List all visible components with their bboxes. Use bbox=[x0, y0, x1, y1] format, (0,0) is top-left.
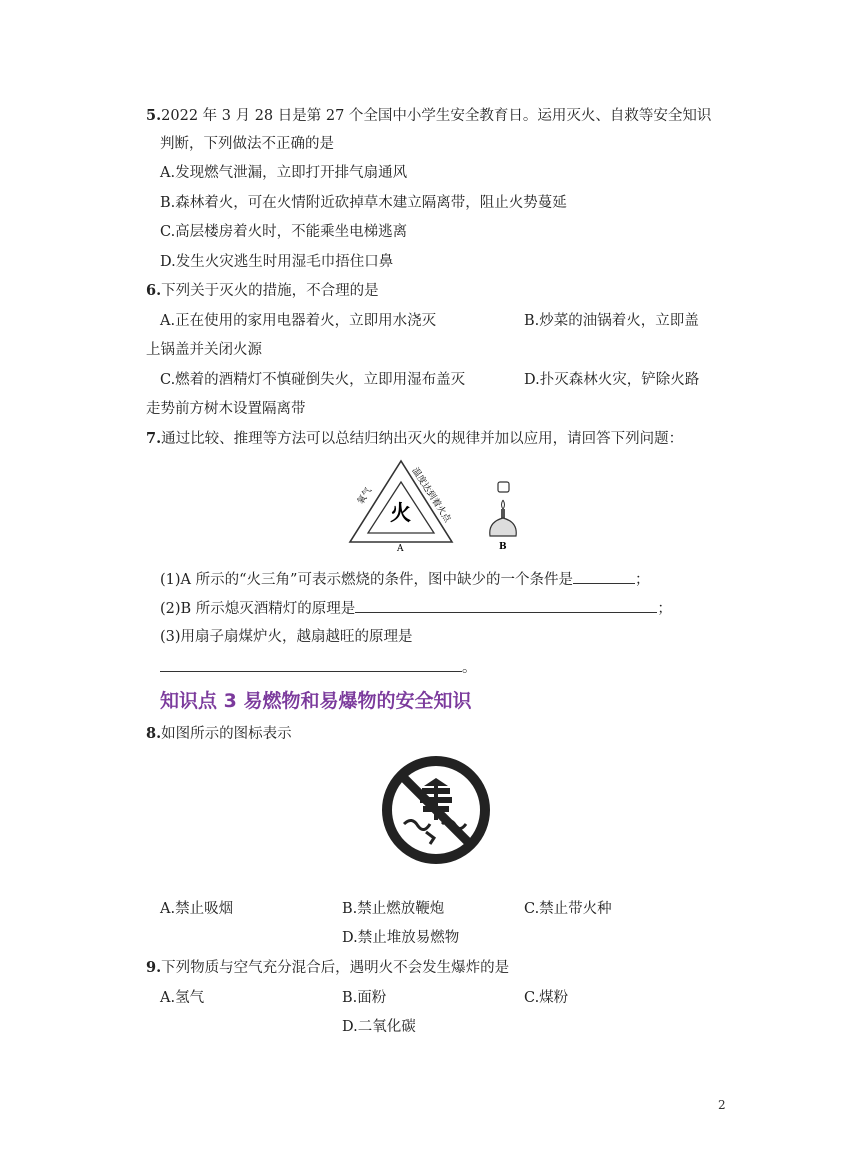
q9-stem bbox=[146, 958, 509, 978]
q7-sub2-answer-blank[interactable] bbox=[355, 597, 657, 613]
lamp-wick bbox=[501, 509, 505, 518]
q8-option-b: B.禁止燃放鞭炮 bbox=[342, 901, 445, 917]
q7-sub2 bbox=[160, 597, 672, 619]
q9-option-c: C.煤粉 bbox=[524, 990, 569, 1006]
page-number: 2 bbox=[718, 1098, 726, 1112]
q8-number: 8. bbox=[146, 725, 162, 742]
q7-sub1 bbox=[160, 568, 649, 590]
section-heading: 知识点 3 易燃物和易爆物的安全知识 bbox=[160, 690, 472, 712]
q7-sub1-text: (1)A 所示的“火三角”可表示燃烧的条件，图中缺少的一个条件是 bbox=[160, 572, 573, 588]
q9-option-b: B.面粉 bbox=[342, 990, 387, 1006]
q5-stem-text1: 2022 年 3 月 28 日是第 27 个全国中小学生安全教育日。运用灭火、自救等安全知识 bbox=[161, 108, 712, 124]
q6-option-d-line1: D.扑灭森林火灾，铲除火路 bbox=[524, 372, 700, 388]
q7-stem bbox=[146, 429, 683, 449]
fire-center-label: 火 bbox=[390, 500, 411, 525]
q9-number: 9. bbox=[146, 959, 162, 976]
q8-option-d: D.禁止堆放易燃物 bbox=[342, 930, 460, 946]
q5-option-c: C.高层楼房着火时，不能乘坐电梯逃离 bbox=[160, 224, 408, 240]
q6-stem bbox=[146, 281, 379, 301]
q8-option-a: A.禁止吸烟 bbox=[160, 901, 234, 917]
lamp-cap-icon bbox=[498, 482, 509, 492]
q7-sub3: (3)用扇子扇煤炉火，越扇越旺的原理是 bbox=[160, 629, 413, 645]
q7-stem-text: 通过比较、推理等方法可以总结归纳出灭火的规律并加以应用，请回答下列问题： bbox=[161, 431, 684, 447]
q6-option-c: C.燃着的酒精灯不慎碰倒失火，立即用湿布盖灭 bbox=[160, 372, 466, 388]
q7-sub3-answer-line bbox=[160, 656, 477, 678]
temperature-label: 温度达到着火点 bbox=[409, 466, 453, 525]
q5-option-a: A.发现燃气泄漏，立即打开排气扇通风 bbox=[160, 165, 408, 181]
q6-number: 6. bbox=[146, 282, 162, 299]
q6-option-d-line2: 走势前方树木设置隔离带 bbox=[146, 401, 306, 417]
q9-stem-text: 下列物质与空气充分混合后，遇明火不会发生爆炸的是 bbox=[161, 960, 510, 976]
q9-option-d: D.二氧化碳 bbox=[342, 1019, 416, 1035]
q8-option-c: C.禁止带火种 bbox=[524, 901, 612, 917]
q5-stem-line1 bbox=[146, 106, 711, 126]
q6-option-a: A.正在使用的家用电器着火，立即用水浇灭 bbox=[160, 313, 437, 329]
q8-stem-text: 如图所示的图标表示 bbox=[161, 726, 292, 742]
alcohol-lamp-figure bbox=[482, 478, 524, 554]
figure-a-label: A bbox=[397, 544, 404, 554]
q6-stem-text: 下列关于灭火的措施，不合理的是 bbox=[161, 283, 379, 299]
q5-number: 5. bbox=[146, 107, 162, 124]
q7-sub1-answer-blank[interactable] bbox=[573, 568, 635, 584]
oxygen-label: 氧气 bbox=[356, 486, 375, 507]
q7-sub3-answer-blank[interactable] bbox=[160, 656, 462, 672]
q8-stem bbox=[146, 724, 292, 744]
q7-sub2-text: (2)B 所示熄灭酒精灯的原理是 bbox=[160, 601, 356, 617]
q9-option-a: A.氢气 bbox=[160, 990, 205, 1006]
q7-sub2-end: ； bbox=[657, 601, 672, 617]
q7-sub3-end: 。 bbox=[462, 660, 477, 676]
q7-number: 7. bbox=[146, 430, 162, 447]
lamp-body-icon bbox=[490, 518, 516, 536]
q5-stem-line2: 判断，下列做法不正确的是 bbox=[160, 136, 334, 152]
q5-option-d: D.发生火灾逃生时用湿毛巾捂住口鼻 bbox=[160, 254, 394, 270]
q7-sub1-end: ； bbox=[634, 572, 650, 588]
no-firecrackers-sign-icon bbox=[380, 754, 492, 866]
q6-option-b-line2: 上锅盖并关闭火源 bbox=[146, 342, 262, 358]
q5-option-b: B.森林着火，可在火情附近砍掉草木建立隔离带，阻止火势蔓延 bbox=[160, 195, 567, 211]
figure-b-label: B bbox=[499, 542, 507, 552]
fire-triangle-figure bbox=[346, 458, 456, 554]
q6-option-b-line1: B.炒菜的油锅着火，立即盖 bbox=[524, 313, 699, 329]
flame-icon bbox=[502, 500, 505, 509]
